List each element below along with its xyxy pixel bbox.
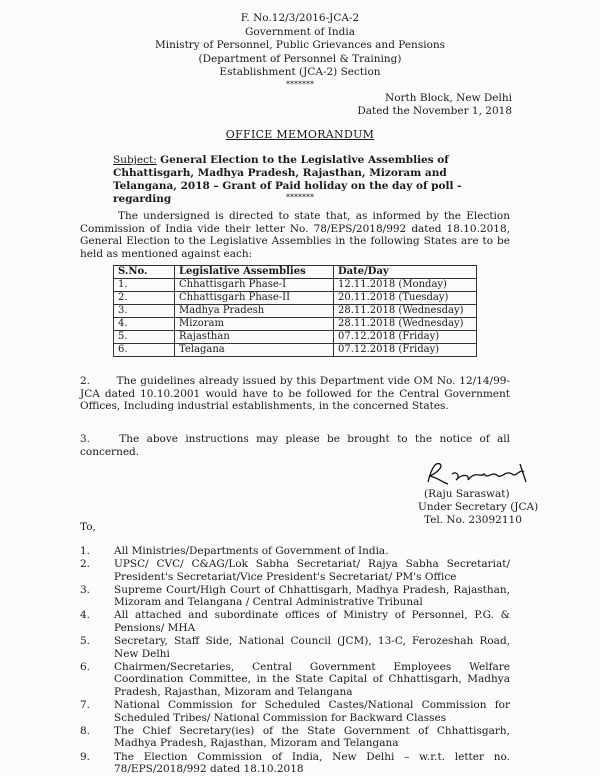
subject-stars: ******* — [286, 193, 314, 202]
list-item — [80, 699, 510, 724]
letterhead — [150, 12, 450, 89]
table-row — [114, 344, 477, 357]
government-name: Government of India — [245, 25, 355, 38]
list-item-number: 4. — [80, 609, 91, 622]
paragraph-2 — [80, 375, 510, 413]
list-item-number: 9. — [80, 750, 91, 763]
department-name: (Department of Personnel & Training) — [198, 52, 402, 65]
row-assembly: Chhattisgarh Phase-II — [175, 292, 334, 305]
page-title: OFFICE MEMORANDUM — [225, 128, 375, 141]
signatory-designation: Under Secretary (JCA) — [418, 501, 539, 513]
row-date: 20.11.2018 (Tuesday) — [334, 292, 477, 305]
ministry-name: Ministry of Personnel, Public Grievances and Pensions — [154, 39, 446, 51]
subject-label: Subject: — [113, 154, 157, 166]
list-item — [80, 635, 510, 660]
paragraph-2-text: The guidelines already issued by this Department vide OM No. 12/14/99-JCA dated 10.10.2001 would have to be followed for the Central Government Offices, Including industrial establishments, in the concerned States. — [80, 375, 510, 413]
list-item-text: All attached and subordinate offices of Ministry of Personnel, P.G. & Pensions/ MHA — [114, 609, 510, 635]
file-number: F. No.12/3/2016-JCA-2 — [240, 12, 360, 24]
column-header: Date/Day — [334, 266, 477, 279]
list-item — [80, 584, 510, 609]
list-item-text: The Chief Secretary(ies) of the State Government of Chhattisgarh, Madhya Pradesh, Rajasthan, Mizoram and Telangana — [114, 724, 510, 750]
list-item-text: UPSC/ CVC/ C&AG/Lok Sabha Secretariat/ Rajya Sabha Secretariat/ President's Secretariat/Vice President's Secretariat/ PM's Office — [114, 558, 510, 583]
table-header-row — [114, 266, 477, 279]
list-item-number: 8. — [80, 724, 91, 737]
list-item — [80, 725, 510, 750]
list-item-number: 1. — [80, 545, 91, 557]
list-item-number: 5. — [80, 635, 91, 648]
list-item-text: All Ministries/Departments of Government of India. — [114, 545, 389, 557]
place-date-block — [357, 92, 512, 118]
header-stars: ******* — [286, 79, 314, 89]
row-assembly: Madhya Pradesh — [175, 305, 334, 318]
subject-text: General Election to the Legislative Assemblies of Chhattisgarh, Madhya Pradesh, Rajasthan, Mizoram and Telangana, 2018 – Grant of Paid holiday on the day of poll - regarding — [113, 154, 462, 205]
recipient-list — [80, 545, 510, 776]
list-item — [80, 661, 510, 699]
table-row — [114, 305, 477, 318]
paragraph-3-text: The above instructions may please be brought to the notice of all concerned. — [80, 433, 510, 458]
paragraph-3 — [80, 433, 510, 458]
row-serial: 5. — [114, 331, 175, 344]
list-item — [80, 545, 510, 558]
paragraph-3-number: 3. — [80, 433, 91, 445]
list-item-number: 6. — [80, 660, 91, 673]
row-serial: 6. — [114, 344, 175, 357]
row-serial: 4. — [114, 318, 175, 331]
table-row — [114, 292, 477, 305]
to-label: To, — [80, 521, 96, 533]
column-header: Legislative Assemblies — [175, 266, 334, 279]
row-date: 07.12.2018 (Friday) — [334, 344, 477, 357]
signatory-name: (Raju Saraswat) — [424, 488, 510, 500]
list-item-number: 7. — [80, 699, 91, 712]
row-date: 12.11.2018 (Monday) — [334, 279, 477, 292]
place: North Block, New Delhi — [385, 92, 512, 104]
row-serial: 3. — [114, 305, 175, 318]
election-schedule-table — [113, 265, 477, 357]
paragraph-1: The undersigned is directed to state that, as informed by the Election Commission of India vide their letter No. 78/EPS/2018/992 dated 18.10.2018, General Election to the Legislative Assemblies in the following States are to be held as mentioned against each: — [80, 210, 510, 261]
list-item-number: 2. — [80, 558, 91, 571]
date: Dated the November 1, 2018 — [357, 105, 512, 117]
column-header: S.No. — [114, 266, 175, 279]
list-item-text: The Election Commission of India, New Delhi – w.r.t. letter no. 78/EPS/2018/992 dated 18.10.2018 — [114, 750, 510, 776]
list-item — [80, 558, 510, 583]
table-row — [114, 279, 477, 292]
row-serial: 2. — [114, 292, 175, 305]
list-item-text: Supreme Court/High Court of Chhattisgarh, Madhya Pradesh, Rajasthan, Mizoram and Telangana / Central Administrative Tribunal — [114, 583, 510, 609]
list-item-number: 3. — [80, 583, 91, 596]
row-assembly: Mizoram — [175, 318, 334, 331]
section-name: Establishment (JCA-2) Section — [219, 66, 381, 78]
table-row — [114, 331, 477, 344]
list-item-text: Chairmen/Secretaries, Central Government Employees Welfare Coordination Committee, in the State Capital of Chhattisgarh, Madhya Pradesh, Rajasthan, Mizoram and Telangana — [114, 660, 510, 699]
signatory-telephone: Tel. No. 23092110 — [424, 514, 522, 526]
row-assembly: Rajasthan — [175, 331, 334, 344]
table-row — [114, 318, 477, 331]
row-date: 07.12.2018 (Friday) — [334, 331, 477, 344]
paragraph-2-number: 2. — [80, 375, 91, 387]
signature-block — [418, 458, 540, 527]
row-assembly: Chhattisgarh Phase-I — [175, 279, 334, 292]
row-date: 28.11.2018 (Wednesday) — [334, 305, 477, 318]
row-date: 28.11.2018 (Wednesday) — [334, 318, 477, 331]
row-assembly: Telagana — [175, 344, 334, 357]
handwritten-signature — [420, 458, 540, 488]
row-serial: 1. — [114, 279, 175, 292]
list-item-text: National Commission for Scheduled Castes/National Commission for Scheduled Tribes/ National Commission for Backward Classes — [114, 699, 510, 724]
list-item-text: Secretary, Staff Side, National Council (JCM), 13-C, Ferozeshah Road, New Delhi — [114, 635, 510, 660]
list-item — [80, 609, 510, 634]
list-item — [80, 751, 510, 776]
